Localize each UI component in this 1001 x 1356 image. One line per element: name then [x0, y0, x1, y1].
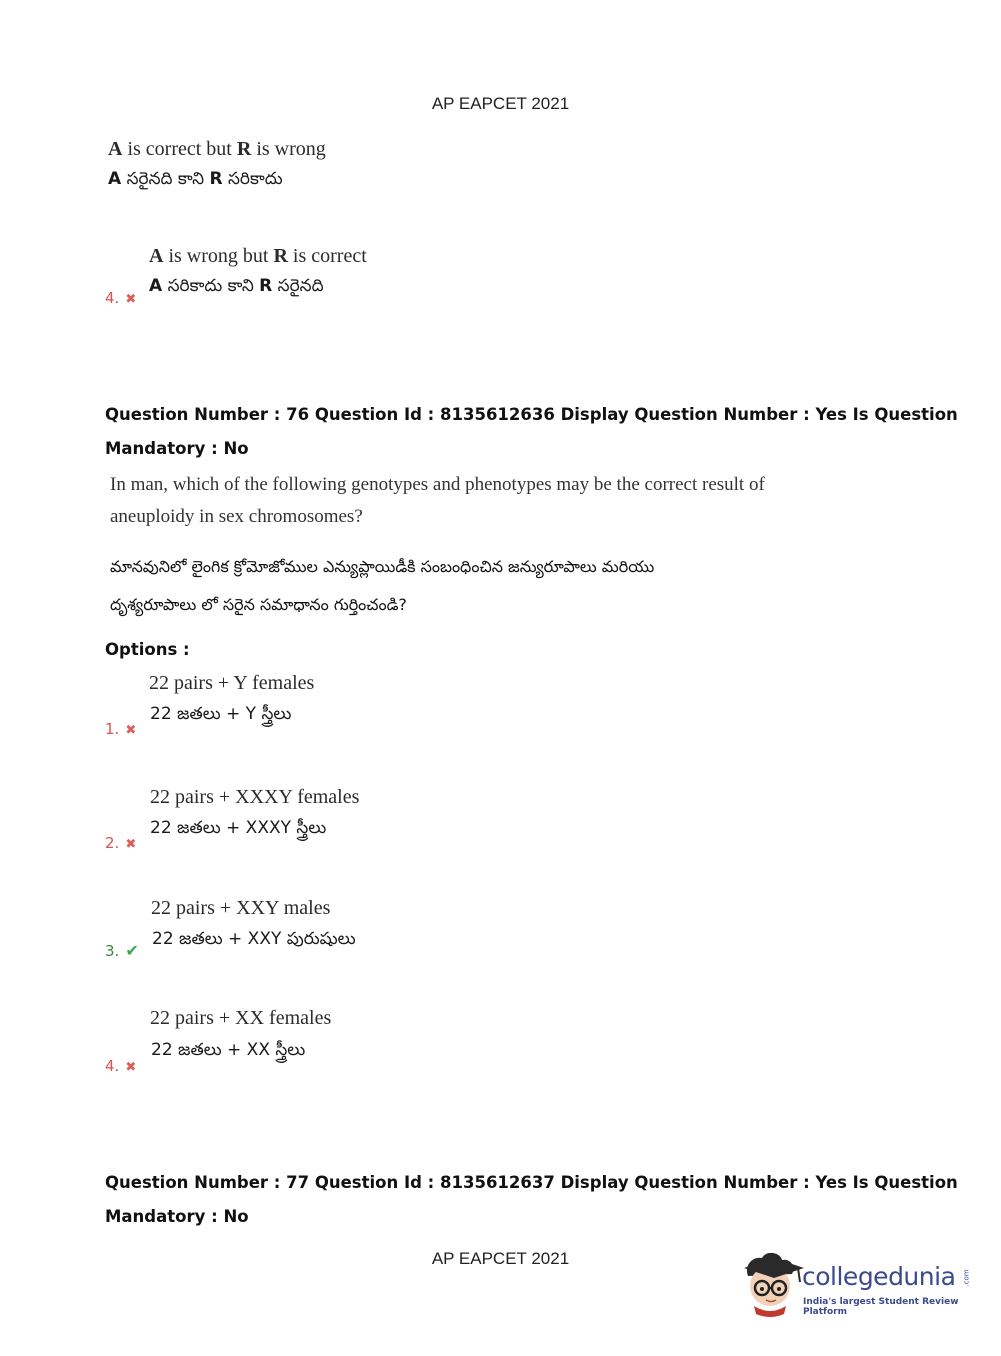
wrong-mark-icon: ✖ — [125, 1060, 137, 1075]
reason-letter: R — [236, 138, 252, 160]
option-3-number — [105, 941, 139, 960]
options-label: Options : — [105, 640, 190, 659]
option-number: 3. — [105, 942, 120, 960]
question-76-mandatory: Mandatory : No — [105, 439, 249, 458]
question-76-text-english-line2: aneuploidy in sex chromosomes? — [110, 506, 363, 527]
option-4-number — [105, 1057, 136, 1075]
option-1-english: 22 pairs + Y females — [149, 672, 315, 694]
prev-option-4-english — [149, 241, 367, 271]
assertion-letter: A — [149, 245, 164, 267]
option-2-number — [105, 834, 136, 852]
wrong-mark-icon: ✖ — [125, 837, 137, 852]
option-number: 4. — [105, 1057, 120, 1075]
option-2-telugu: 22 జతలు + XXXY స్త్రీలు — [150, 818, 327, 838]
reason-letter: R — [259, 276, 273, 296]
assertion-letter: A — [149, 276, 163, 296]
prev-option-4-telugu — [149, 271, 324, 301]
option-number: 4. — [105, 289, 120, 307]
wrong-mark-icon: ✖ — [125, 292, 137, 307]
option-text: సరైనది కాని — [121, 169, 210, 189]
collegedunia-logo-suffix: .com — [962, 1269, 971, 1287]
option-text: is wrong — [251, 138, 326, 160]
question-76-text-telugu-line2: దృశ్యరూపాలు లో సరైన సమాధానం గుర్తించండి? — [110, 595, 407, 614]
collegedunia-mascot-icon — [740, 1248, 804, 1318]
assertion-letter: A — [108, 138, 123, 160]
wrong-mark-icon: ✖ — [125, 723, 137, 738]
option-text: is correct — [287, 245, 367, 267]
option-text: is wrong but — [163, 245, 274, 267]
option-number: 2. — [105, 834, 120, 852]
option-3-english: 22 pairs + XXY males — [151, 897, 331, 919]
page-footer-title: AP EAPCET 2021 — [431, 1249, 570, 1268]
assertion-letter: A — [108, 169, 122, 189]
question-76-meta: Question Number : 76 Question Id : 8135612636 Display Question Number : Yes Is Question — [105, 405, 958, 424]
correct-check-icon: ✔ — [125, 941, 139, 960]
option-text: సరికాదు కాని — [162, 276, 260, 296]
prev-option-3-english — [108, 134, 326, 164]
option-text: is correct but — [122, 138, 237, 160]
question-77-meta: Question Number : 77 Question Id : 8135612637 Display Question Number : Yes Is Question — [105, 1173, 958, 1192]
question-76-text-english-line1: In man, which of the following genotypes and phenotypes may be the correct result of — [110, 474, 765, 495]
collegedunia-logo-text: collegedunia — [802, 1262, 956, 1291]
prev-option-4-number — [105, 289, 136, 307]
option-number: 1. — [105, 720, 120, 738]
option-4-telugu: 22 జతలు + XX స్త్రీలు — [151, 1040, 306, 1060]
question-77-mandatory: Mandatory : No — [105, 1207, 249, 1226]
reason-letter: R — [273, 245, 288, 267]
collegedunia-tagline: India's largest Student Review Platform — [803, 1297, 959, 1317]
option-text: సరికాదు — [222, 169, 283, 189]
prev-option-3-telugu — [108, 164, 283, 194]
reason-letter: R — [209, 169, 223, 189]
option-4-english: 22 pairs + XX females — [150, 1007, 332, 1029]
option-2-english: 22 pairs + XXXY females — [150, 786, 360, 808]
question-76-text-telugu-line1: మానవునిలో లైంగిక క్రోమోజోముల ఎన్యుప్లాయిడీకి సంబంధించిన జన్యురూపాలు మరియు — [110, 557, 655, 576]
option-1-telugu: 22 జతలు + Y స్త్రీలు — [150, 704, 292, 724]
option-1-number — [105, 720, 136, 738]
option-3-telugu: 22 జతలు + XXY పురుషులు — [152, 929, 356, 949]
option-text: సరైనది — [272, 276, 324, 296]
page-header-title: AP EAPCET 2021 — [431, 94, 570, 113]
